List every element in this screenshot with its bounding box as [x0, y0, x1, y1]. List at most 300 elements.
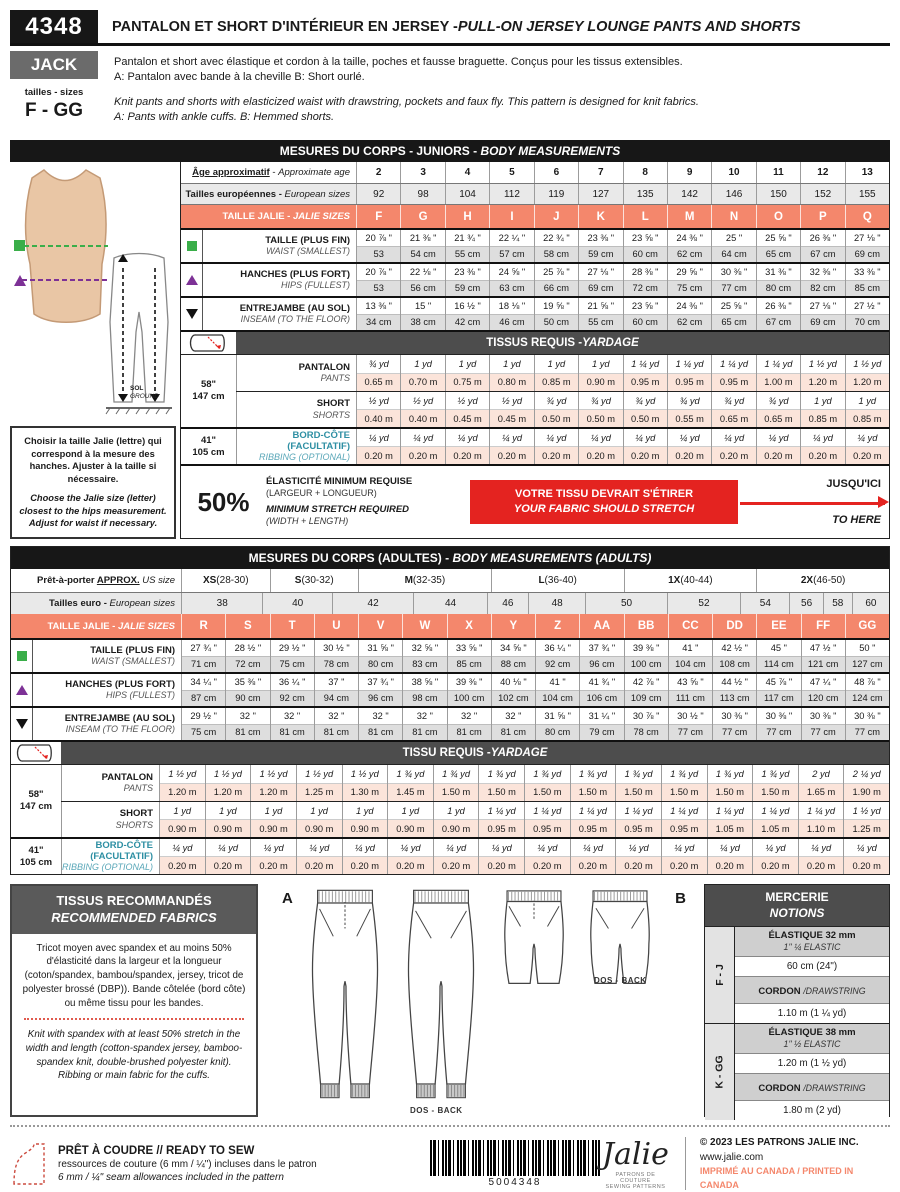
- stretch-requirement: 50% ÉLASTICITÉ MINIMUM REQUISE (LARGEUR + LONGUEUR) MINIMUM STRETCH REQUIRED (WIDTH + LENGTH) VOTRE TISSU DEVRAIT S'ÉTIRER YOUR FABRIC SHOULD STRETCH JUSQU'ICI TO HERE: [181, 464, 889, 538]
- jalie-size-cell: Z: [535, 614, 579, 638]
- jalie-size-cell: CC: [668, 614, 712, 638]
- adults-pants-yardage: PANTALON PANTS 1 ½ yd 1.20 m 1 ½ yd 1.20 m 1 ½ yd 1.20 m 1 ½ yd 1.25 m 1 ½ yd 1.30 m 1 ¾ yd 1.45 m 1 ¾ yd 1.50 m 1 ¾ yd 1.50 m 1 ¾ yd 1.50 m 1 ¾ yd 1.50 m 1 ¾ yd 1.50 m 1 ¾ yd 1.50 m 1 ¾ yd 1.50 m 1 ¾ yd 1.50 m 2 yd 1.65 m 2 ¼ yd 1.90 m: [61, 765, 889, 801]
- seam-allowance-fr: ressources de couture (6 mm / ¼") incluses dans le patron: [58, 1158, 317, 1170]
- juniors-tables: [180, 162, 890, 539]
- euro-size-cell: 146: [711, 184, 755, 204]
- yardage-cell: 1 ½ yd 1.20 m: [800, 355, 844, 391]
- yardage-cell: ½ yd 0.45 m: [445, 392, 489, 427]
- header-info: [10, 46, 890, 140]
- juniors-hips-row: HANCHES (PLUS FORT) HIPS (FULLEST) 20 ⅞ " 53 22 ⅛ " 56 cm 23 ⅜ " 59 cm 24 ⅝ " 63 cm 25 ⅞ " 66 cm 27 ⅛ " 69 cm 28 ⅜ " 72 cm 29 ⅝ " 75 cm 30 ⅜ " 77 cm 31 ⅜ " 80 cm 32 ⅜ " 82 cm 33 ⅜ " 85 cm: [181, 262, 889, 296]
- measure-cell: 27 ⅛ " 69 cm: [800, 298, 844, 330]
- adults-ribbing-yardage: BORD-CÔTE (FACULTATIF) RIBBING (OPTIONAL) ¼ yd 0.20 m ¼ yd 0.20 m ¼ yd 0.20 m ¼ yd 0.20 m ¼ yd 0.20 m ¼ yd 0.20 m ¼ yd 0.20 m ¼ yd 0.20 m ¼ yd 0.20 m ¼ yd 0.20 m ¼ yd 0.20 m ¼ yd 0.20 m ¼ yd 0.20 m ¼ yd 0.20 m ¼ yd 0.20 m ¼ yd 0.20 m: [61, 839, 889, 874]
- yardage-cell: 1 yd 0.80 m: [489, 355, 533, 391]
- yardage-cell: 1 ¼ yd 1.10 m: [798, 802, 844, 837]
- yardage-cell: 1 ¼ yd 1.05 m: [707, 802, 753, 837]
- measure-cell: 13 ⅜ " 34 cm: [356, 298, 400, 330]
- measure-cell: 30 ½ " 77 cm: [668, 708, 712, 740]
- stretch-gauge-box: VOTRE TISSU DEVRAIT S'ÉTIRER YOUR FABRIC SHOULD STRETCH: [470, 480, 738, 524]
- yardage-cell: 1 ¼ yd 0.95 m: [478, 802, 524, 837]
- measure-cell: 28 ⅜ " 72 cm: [623, 264, 667, 296]
- yardage-cell: 1 yd 0.90 m: [159, 802, 205, 837]
- yardage-cell: ¼ yd 0.20 m: [711, 429, 755, 464]
- yardage-cell: ¼ yd 0.20 m: [400, 429, 444, 464]
- yardage-cell: ¼ yd 0.20 m: [387, 839, 433, 874]
- measure-cell: 36 ¼ " 92 cm: [535, 640, 579, 672]
- description: [98, 46, 890, 140]
- fabric-roll-icon: [15, 743, 57, 763]
- pants-back-caption: DOS - BACK: [410, 1106, 463, 1115]
- measure-cell: 21 ⅝ " 55 cm: [578, 298, 622, 330]
- sizes-label: tailles - sizes: [24, 87, 84, 98]
- measure-cell: 32 " 81 cm: [225, 708, 269, 740]
- yardage-cell: 1 ¾ yd 1.50 m: [707, 765, 753, 801]
- measure-cell: 20 ⅞ " 53: [356, 230, 400, 262]
- fabrics-text-en: Knit with spandex with at least 50% stretch in the width and length (cotton-spandex jersey, bamboo-spandex knit, double-brushed polyester knit). Ribbing or main fabric for the cuffs.: [25, 1029, 243, 1082]
- size-note-fr: Choisir la taille Jalie (lettre) qui correspond à la mesure des hanches. Ajuster à la taille si nécessaire.: [24, 436, 162, 484]
- yardage-cell: ¼ yd 0.20 m: [205, 839, 251, 874]
- jalie-size-cell: W: [402, 614, 446, 638]
- age-cell: 4: [445, 162, 489, 183]
- adults-waist-row: TAILLE (PLUS FIN) WAIST (SMALLEST) 27 ¾ " 71 cm 28 ½ " 72 cm 29 ½ " 75 cm 30 ½ " 78 cm 31 ⅝ " 80 cm 32 ⅝ " 83 cm 33 ⅝ " 85 cm 34 ⅝ " 88 cm 36 ¼ " 92 cm 37 ¾ " 96 cm 39 ⅜ " 100 cm 41 " 104 cm 42 ½ " 108 cm 45 " 114 cm 47 ½ " 121 cm 50 " 127 cm: [11, 638, 889, 672]
- model-block: [10, 46, 98, 140]
- age-cell: 6: [534, 162, 578, 183]
- body-measurement-figure: [10, 162, 176, 420]
- sol-label: SOL: [130, 385, 144, 392]
- measure-cell: 42 ⅞ " 109 cm: [624, 674, 668, 706]
- age-cell: 10: [711, 162, 755, 183]
- yardage-cell: ¼ yd 0.20 m: [845, 429, 889, 464]
- yardage-cell: 1 yd 0.70 m: [400, 355, 444, 391]
- jalie-size-cell: U: [314, 614, 358, 638]
- yardage-cell: ½ yd 0.40 m: [400, 392, 444, 427]
- juniors-inseam-row: ENTREJAMBE (AU SOL) INSEAM (TO THE FLOOR) 13 ⅜ " 34 cm 15 " 38 cm 16 ½ " 42 cm 18 ⅛ " 46 cm 19 ⅝ " 50 cm 21 ⅝ " 55 cm 23 ⅝ " 60 cm 24 ⅜ " 62 cm 25 ⅝ " 65 cm 26 ⅜ " 67 cm 27 ⅛ " 69 cm 27 ½ " 70 cm: [181, 296, 889, 330]
- measure-cell: 40 ⅛ " 102 cm: [491, 674, 535, 706]
- barcode-bars: [430, 1140, 600, 1176]
- yardage-cell: ¼ yd 0.20 m: [752, 839, 798, 874]
- bottom-section: [10, 884, 890, 1117]
- age-cells: [356, 162, 889, 183]
- waist-marker-icon: [17, 651, 27, 661]
- measure-cell: 32 " 81 cm: [402, 708, 446, 740]
- jalie-size-cell: Q: [845, 205, 889, 228]
- elastic-length: 1.20 m (1 ½ yd): [735, 1054, 889, 1074]
- measure-cell: 30 ⅜ " 77 cm: [756, 708, 800, 740]
- measure-cell: 25 ⅝ " 65 cm: [711, 298, 755, 330]
- desc-fr-2: A: Pantalon avec bande à la cheville B: Short ourlé.: [114, 70, 365, 83]
- jalie-size-cell: F: [356, 205, 400, 228]
- stretch-arrow: [740, 502, 885, 505]
- yardage-cell: ¼ yd 0.20 m: [661, 839, 707, 874]
- age-cell: 2: [356, 162, 400, 183]
- yardage-cell: ¼ yd 0.20 m: [843, 839, 889, 874]
- measure-cell: 26 ⅜ " 67 cm: [756, 298, 800, 330]
- euro-size-cell: 112: [489, 184, 533, 204]
- yardage-cell: 1 ½ yd 1.20 m: [205, 765, 251, 801]
- logo-tagline-en: SEWING PATTERNS: [605, 1184, 666, 1190]
- euro-size-cell: 142: [667, 184, 711, 204]
- yardage-cell: 1 ¼ yd 0.95 m: [667, 355, 711, 391]
- adults-section-title: MESURES DU CORPS (ADULTES) - BODY MEASUREMENTS (ADULTS): [11, 547, 889, 569]
- view-b-label: B: [675, 890, 686, 907]
- jalie-size-cell: S: [225, 614, 269, 638]
- measure-cell: 32 ⅝ " 83 cm: [402, 640, 446, 672]
- yardage-cell: ¼ yd 0.20 m: [342, 839, 388, 874]
- yardage-cell: 1 ½ yd 1.20 m: [250, 765, 296, 801]
- size-group-label: K - GG: [713, 1055, 726, 1089]
- yardage-cell: 1 ¼ yd 0.95 m: [623, 355, 667, 391]
- us-size-cell: 2X (46-50): [756, 569, 889, 592]
- measure-cell: 31 ⅝ " 80 cm: [358, 640, 402, 672]
- age-cell: 9: [667, 162, 711, 183]
- measure-cell: 29 ⅝ " 75 cm: [667, 264, 711, 296]
- measure-cell: 43 ⅝ " 111 cm: [668, 674, 712, 706]
- euro-size-cell: 54: [740, 593, 789, 614]
- age-row: Âge approximatif - Approximate age 2 3 4 5 6 7 8 9 10 11 12 13: [181, 162, 889, 184]
- yardage-cell: ¼ yd 0.20 m: [433, 839, 479, 874]
- measure-cell: 37 ¾ " 96 cm: [579, 640, 623, 672]
- euro-label-fr: Tailles européennes -: [185, 188, 285, 200]
- divider: [24, 1018, 244, 1020]
- euro-label-en: European sizes: [284, 188, 350, 200]
- measure-cell: 21 ⅜ " 54 cm: [400, 230, 444, 262]
- measure-cell: 18 ⅛ " 46 cm: [489, 298, 533, 330]
- yardage-cell: 1 ¼ yd 0.95 m: [711, 355, 755, 391]
- yardage-cell: ¼ yd 0.20 m: [578, 429, 622, 464]
- measure-cell: 31 ⅝ " 80 cm: [535, 708, 579, 740]
- stretch-gauge-target: JUSQU'ICI TO HERE: [740, 476, 889, 528]
- measure-cell: 41 " 104 cm: [535, 674, 579, 706]
- yardage-cell: ¾ yd 0.55 m: [667, 392, 711, 427]
- jalie-size-cell: G: [400, 205, 444, 228]
- recommended-fabrics-box: [10, 884, 258, 1117]
- adults-us-size-row: Prêt-à-porter APPROX. US size XS (28-30) S (30-32) M (32-35) L (36-40) 1X (40-44) 2X (46-50): [11, 569, 889, 593]
- yardage-cell: 1 ¼ yd 1.05 m: [752, 802, 798, 837]
- yardage-cell: 2 ¼ yd 1.90 m: [843, 765, 889, 801]
- notions-title-fr: MERCERIE: [765, 890, 829, 904]
- ground-label: GROUND: [130, 393, 159, 400]
- measure-cell: 29 ½ " 75 cm: [181, 708, 225, 740]
- euro-size-cell: 135: [623, 184, 667, 204]
- yardage-cell: 1 ¾ yd 1.50 m: [570, 765, 616, 801]
- measure-cell: 23 ⅜ " 59 cm: [445, 264, 489, 296]
- measure-cell: 32 " 81 cm: [447, 708, 491, 740]
- measure-cell: 44 ½ " 113 cm: [712, 674, 756, 706]
- adults-section: [10, 546, 890, 875]
- size-group-label: F - J: [713, 964, 726, 986]
- jalie-size-cell: R: [181, 614, 225, 638]
- jalie-size-cell: L: [623, 205, 667, 228]
- pattern-piece-icon: [10, 1142, 48, 1186]
- measure-cell: 30 ⅜ " 77 cm: [845, 708, 889, 740]
- measure-cell: 25 ⅝ " 65 cm: [756, 230, 800, 262]
- jalie-size-cell: EE: [756, 614, 800, 638]
- yardage-cell: ¼ yd 0.20 m: [707, 839, 753, 874]
- yardage-cell: 1 ½ yd 1.25 m: [843, 802, 889, 837]
- adults-hips-row: HANCHES (PLUS FORT) HIPS (FULLEST) 34 ¼ " 87 cm 35 ⅜ " 90 cm 36 ¼ " 92 cm 37 " 94 cm 37 ¾ " 96 cm 38 ⅝ " 98 cm 39 ⅜ " 100 cm 40 ⅛ " 102 cm 41 " 104 cm 41 ¾ " 106 cm 42 ⅞ " 109 cm 43 ⅝ " 111 cm 44 ½ " 113 cm 45 ⅞ " 117 cm 47 ¼ " 120 cm 48 ⅞ " 124 cm: [11, 672, 889, 706]
- measure-cell: 47 ½ " 121 cm: [801, 640, 845, 672]
- copyright: © 2023 LES PATRONS JALIE INC.: [699, 1137, 859, 1148]
- stretch-percent: 50%: [197, 486, 250, 517]
- yardage-cell: ¼ yd 0.20 m: [445, 429, 489, 464]
- yardage-cell: ¼ yd 0.20 m: [159, 839, 205, 874]
- measure-cell: 25 ⅞ " 66 cm: [534, 264, 578, 296]
- measure-cell: 22 ⅛ " 56 cm: [400, 264, 444, 296]
- measure-cell: 37 ¾ " 96 cm: [358, 674, 402, 706]
- jalie-size-cell: Y: [491, 614, 535, 638]
- adults-yardage-bar: TISSU REQUIS - YARDAGE: [11, 740, 889, 764]
- us-size-cell: XS (28-30): [181, 569, 270, 592]
- euro-size-cell: 127: [578, 184, 622, 204]
- fabric-width-41: 41" 105 cm: [192, 434, 225, 458]
- euro-size-cell: 150: [756, 184, 800, 204]
- header: [10, 10, 890, 46]
- measure-cell: 36 ¼ " 92 cm: [270, 674, 314, 706]
- age-cell: 8: [623, 162, 667, 183]
- measure-cell: 25 " 64 cm: [711, 230, 755, 262]
- yardage-cell: ½ yd 0.45 m: [489, 392, 533, 427]
- yardage-cell: 1 yd 0.90 m: [250, 802, 296, 837]
- yardage-cell: ¼ yd 0.20 m: [800, 429, 844, 464]
- jalie-size-cell: GG: [845, 614, 889, 638]
- waist-marker-icon: [187, 241, 197, 251]
- measure-cell: 32 " 81 cm: [491, 708, 535, 740]
- adults-euro-row: Tailles euro - European sizes 38 40 42 44 46 48 50 52 54 56 58 60: [11, 593, 889, 614]
- yardage-cell: ¼ yd 0.20 m: [570, 839, 616, 874]
- juniors-section-title: MESURES DU CORPS - JUNIORS - BODY MEASUREMENTS: [10, 140, 890, 162]
- euro-size-cell: 38: [181, 593, 262, 614]
- euro-size-cell: 104: [445, 184, 489, 204]
- title-fr: PANTALON ET SHORT D'INTÉRIEUR EN JERSEY -: [112, 18, 458, 35]
- yardage-cell: 1 ¼ yd 1.00 m: [756, 355, 800, 391]
- size-selection-note: [10, 426, 176, 539]
- measure-cell: 30 ⅜ " 77 cm: [711, 264, 755, 296]
- adults-inseam-row: ENTREJAMBE (AU SOL) INSEAM (TO THE FLOOR) 29 ½ " 75 cm 32 " 81 cm 32 " 81 cm 32 " 81 cm 32 " 81 cm 32 " 81 cm 32 " 81 cm 32 " 81 cm 31 ⅝ " 80 cm 31 ¼ " 79 cm 30 ⅞ " 78 cm 30 ½ " 77 cm 30 ⅜ " 77 cm 30 ⅜ " 77 cm 30 ⅜ " 77 cm 30 ⅜ " 77 cm: [11, 706, 889, 740]
- measure-cell: 24 ⅝ " 63 cm: [489, 264, 533, 296]
- measure-cell: 27 ⅛ " 69 cm: [578, 264, 622, 296]
- yardage-cell: 1 yd 0.90 m: [433, 802, 479, 837]
- measure-cell: 37 " 94 cm: [314, 674, 358, 706]
- yardage-cell: 1 ¾ yd 1.50 m: [478, 765, 524, 801]
- jalie-size-cell: FF: [801, 614, 845, 638]
- fabric-width-58: 58" 147 cm: [192, 379, 225, 402]
- euro-size-cell: 155: [845, 184, 889, 204]
- view-a-label: A: [282, 890, 293, 907]
- measure-cell: 30 ⅜ " 77 cm: [801, 708, 845, 740]
- jalie-size-cell: N: [711, 205, 755, 228]
- age-cell: 12: [800, 162, 844, 183]
- yardage-cell: 1 yd 0.85 m: [800, 392, 844, 427]
- measure-cell: 22 ¼ " 57 cm: [489, 230, 533, 262]
- measure-cell: 31 ¼ " 79 cm: [579, 708, 623, 740]
- measure-cell: 27 ½ " 70 cm: [845, 298, 889, 330]
- age-cell: 7: [578, 162, 622, 183]
- measure-cell: 30 ⅞ " 78 cm: [624, 708, 668, 740]
- yardage-cell: 1 ½ yd 1.20 m: [845, 355, 889, 391]
- size-note-en: Choose the Jalie size (letter) closest to the hips measurement. Adjust for waist if necessary.: [19, 493, 167, 529]
- yardage-cell: ¼ yd 0.20 m: [356, 429, 400, 464]
- yardage-cell: 1 yd 0.90 m: [342, 802, 388, 837]
- yardage-cell: 1 yd 0.90 m: [387, 802, 433, 837]
- fabrics-title-en: RECOMMENDED FABRICS: [51, 909, 217, 925]
- measure-cell: 27 ⅛ " 69 cm: [845, 230, 889, 262]
- measure-cell: 45 ⅞ " 117 cm: [756, 674, 800, 706]
- jalie-size-cell: T: [270, 614, 314, 638]
- inseam-marker-icon: [186, 309, 198, 319]
- juniors-left-column: [10, 162, 180, 539]
- age-label-en: Approximate age: [278, 167, 350, 178]
- juniors-ribbing-yardage: BORD-CÔTE (FACULTATIF) RIBBING (OPTIONAL) ¼ yd 0.20 m ¼ yd 0.20 m ¼ yd 0.20 m ¼ yd 0.20 m ¼ yd 0.20 m ¼ yd 0.20 m ¼ yd 0.20 m ¼ yd 0.20 m ¼ yd 0.20 m ¼ yd 0.20 m ¼ yd 0.20 m ¼ yd 0.20 m: [236, 429, 889, 464]
- euro-size-cell: 46: [487, 593, 528, 614]
- seam-allowance-en: 6 mm / ¼" seam allowances included in the pattern: [58, 1171, 284, 1183]
- yardage-cell: ¼ yd 0.20 m: [489, 429, 533, 464]
- juniors-jalie-row: TAILLE JALIE - JALIE SIZES F G H I J K L M N O P Q: [181, 205, 889, 228]
- website-link[interactable]: www.jalie.com: [699, 1152, 764, 1163]
- jalie-size-cell: BB: [624, 614, 668, 638]
- drawstring-length: 1.10 m (1 ¼ yd): [735, 1004, 889, 1023]
- yardage-cell: ¼ yd 0.20 m: [623, 429, 667, 464]
- page-title: [98, 10, 890, 43]
- desc-en-1: Knit pants and shorts with elasticized waist with drawstring, pockets and faux fly. This pattern is designed for knit fabrics.: [114, 95, 699, 108]
- measure-cell: 32 ⅜ " 82 cm: [800, 264, 844, 296]
- fabric-width-41: 41" 105 cm: [19, 844, 53, 868]
- age-cell: 11: [756, 162, 800, 183]
- desc-fr-1: Pantalon et short avec élastique et cordon à la taille, poches et fausse braguette. Conçus pour les tissus extensibles.: [114, 56, 683, 68]
- measure-cell: 34 ⅝ " 88 cm: [491, 640, 535, 672]
- yardage-cell: 2 yd 1.65 m: [798, 765, 844, 801]
- jalie-size-cell: I: [489, 205, 533, 228]
- measure-cell: 45 " 114 cm: [756, 640, 800, 672]
- measure-cell: 30 ½ " 78 cm: [314, 640, 358, 672]
- yardage-cell: ½ yd 0.40 m: [356, 392, 400, 427]
- yardage-cell: ¼ yd 0.20 m: [296, 839, 342, 874]
- footer: [10, 1125, 890, 1192]
- yardage-cell: 1 ¾ yd 1.50 m: [524, 765, 570, 801]
- barcode: [430, 1140, 600, 1188]
- jalie-size-cell: O: [756, 205, 800, 228]
- measure-cell: 22 ¾ " 58 cm: [534, 230, 578, 262]
- juniors-waist-row: TAILLE (PLUS FIN) WAIST (SMALLEST) 20 ⅞ " 53 21 ⅜ " 54 cm 21 ¾ " 55 cm 22 ¼ " 57 cm 22 ¾ " 58 cm 23 ⅜ " 59 cm 23 ⅝ " 60 cm 24 ⅜ " 62 cm 25 " 64 cm 25 ⅝ " 65 cm 26 ⅜ " 67 cm 27 ⅛ " 69 cm: [181, 228, 889, 262]
- measure-cell: 23 ⅝ " 60 cm: [623, 230, 667, 262]
- juniors-yardage-bar: TISSUS REQUIS - YARDAGE: [181, 330, 889, 354]
- hips-marker-icon: [16, 685, 28, 695]
- us-size-cell: 1X (40-44): [624, 569, 757, 592]
- yardage-cell: ¼ yd 0.20 m: [478, 839, 524, 874]
- euro-size-cell: 152: [800, 184, 844, 204]
- measure-cell: 39 ⅜ " 100 cm: [447, 674, 491, 706]
- measure-cell: 34 ¼ " 87 cm: [181, 674, 225, 706]
- title-en: PULL-ON JERSEY LOUNGE PANTS AND SHORTS: [457, 18, 801, 35]
- measure-cell: 29 ½ " 75 cm: [270, 640, 314, 672]
- euro-size-cell: 42: [332, 593, 413, 614]
- yardage-cell: 1 ¾ yd 1.45 m: [387, 765, 433, 801]
- measure-cell: 33 ⅝ " 85 cm: [447, 640, 491, 672]
- size-range: F - GG: [24, 100, 84, 121]
- logo-tagline-fr: PATRONS DE COUTURE: [615, 1172, 656, 1184]
- model-name: JACK: [10, 51, 98, 79]
- yardage-cell: ¼ yd 0.20 m: [524, 839, 570, 874]
- hips-marker-icon: [186, 275, 198, 285]
- age-label-fr: Âge approximatif: [192, 167, 270, 178]
- yardage-cell: 1 ¾ yd 1.50 m: [752, 765, 798, 801]
- measure-cell: 32 " 81 cm: [314, 708, 358, 740]
- measure-cell: 23 ⅜ " 59 cm: [578, 230, 622, 262]
- euro-size-cell: 60: [852, 593, 889, 614]
- fabric-width-58: 58" 147 cm: [19, 789, 53, 812]
- yardage-cell: ¼ yd 0.20 m: [534, 429, 578, 464]
- adults-jalie-row: TAILLE JALIE - JALIE SIZES R S T U V W X Y Z AA BB CC DD EE FF GG: [11, 614, 889, 638]
- adults-jalie-cells: [181, 614, 889, 638]
- jalie-size-cell: M: [667, 205, 711, 228]
- us-size-cell: M (32-35): [358, 569, 491, 592]
- measure-cell: 27 ¾ " 71 cm: [181, 640, 225, 672]
- euro-size-cell: 50: [585, 593, 666, 614]
- measure-cell: 47 ¼ " 120 cm: [801, 674, 845, 706]
- euro-size-cell: 98: [400, 184, 444, 204]
- juniors-pants-yardage: PANTALON PANTS ¾ yd 0.65 m 1 yd 0.70 m 1 yd 0.75 m 1 yd 0.80 m 1 yd 0.85 m 1 yd 0.90 m 1 ¼ yd 0.95 m 1 ¼ yd 0.95 m 1 ¼ yd 0.95 m 1 ¼ yd 1.00 m 1 ½ yd 1.20 m 1 ½ yd 1.20 m: [236, 355, 889, 391]
- ready-to-sew-label: PRÊT À COUDRE // READY TO SEW: [58, 1144, 255, 1157]
- jalie-logo: Jalie: [602, 1137, 669, 1172]
- yardage-cell: 1 ½ yd 1.25 m: [296, 765, 342, 801]
- yardage-cell: ¾ yd 0.50 m: [534, 392, 578, 427]
- yardage-cell: 1 yd 0.90 m: [578, 355, 622, 391]
- fabrics-title-fr: TISSUS RECOMMANDÉS: [56, 893, 212, 908]
- yardage-cell: ¼ yd 0.20 m: [250, 839, 296, 874]
- euro-size-cells: [356, 184, 889, 204]
- juniors-shorts-yardage: SHORT SHORTS ½ yd 0.40 m ½ yd 0.40 m ½ yd 0.45 m ½ yd 0.45 m ¾ yd 0.50 m ¾ yd 0.50 m ¾ yd 0.50 m ¾ yd 0.55 m ¾ yd 0.65 m ¾ yd 0.65 m 1 yd 0.85 m 1 yd 0.85 m: [236, 391, 889, 427]
- shorts-back-caption: DOS - BACK: [594, 976, 647, 985]
- jalie-size-cell: H: [445, 205, 489, 228]
- yardage-cell: ¼ yd 0.20 m: [756, 429, 800, 464]
- euro-size-cell: 119: [534, 184, 578, 204]
- yardage-cell: ¼ yd 0.20 m: [615, 839, 661, 874]
- yardage-cell: 1 yd 0.90 m: [296, 802, 342, 837]
- measure-cell: 15 " 38 cm: [400, 298, 444, 330]
- jalie-size-cell: J: [534, 205, 578, 228]
- us-size-cell: S (30-32): [270, 569, 359, 592]
- notions-group-kgg: K - GG ÉLASTIQUE 38 mm 1" ½ ELASTIC 1.20 m (1 ½ yd) CORDON /DRAWSTRING 1.80 m (2 yd): [705, 1023, 889, 1120]
- yardage-cell: ¼ yd 0.20 m: [798, 839, 844, 874]
- measure-cell: 31 ⅜ " 80 cm: [756, 264, 800, 296]
- euro-size-cell: 40: [262, 593, 331, 614]
- measure-cell: 35 ⅜ " 90 cm: [225, 674, 269, 706]
- euro-size-cell: 44: [413, 593, 486, 614]
- yardage-cell: 1 ¼ yd 0.95 m: [524, 802, 570, 837]
- measure-cell: 38 ⅝ " 98 cm: [402, 674, 446, 706]
- shorts-front-drawing: [494, 888, 574, 992]
- yardage-cell: ¾ yd 0.65 m: [756, 392, 800, 427]
- measure-cell: 32 " 81 cm: [358, 708, 402, 740]
- jalie-size-cell: P: [800, 205, 844, 228]
- stretch-arrow-head: [878, 496, 889, 508]
- measure-cell: 48 ⅞ " 124 cm: [845, 674, 889, 706]
- yardage-cell: 1 yd 0.85 m: [845, 392, 889, 427]
- desc-en-2: A: Pants with ankle cuffs. B: Hemmed shorts.: [114, 110, 335, 123]
- yardage-cell: 1 ¾ yd 1.50 m: [661, 765, 707, 801]
- yardage-cell: ¾ yd 0.65 m: [356, 355, 400, 391]
- adults-euro-cells: [181, 593, 889, 614]
- yardage-cell: 1 yd 0.75 m: [445, 355, 489, 391]
- measure-cell: 50 " 127 cm: [845, 640, 889, 672]
- euro-size-cell: 52: [667, 593, 740, 614]
- yardage-cell: 1 ½ yd 1.30 m: [342, 765, 388, 801]
- yardage-cell: ¾ yd 0.50 m: [623, 392, 667, 427]
- jalie-size-cells: [356, 205, 889, 228]
- yardage-cell: 1 ¼ yd 0.95 m: [570, 802, 616, 837]
- yardage-cell: ¾ yd 0.65 m: [711, 392, 755, 427]
- inseam-marker-icon: [16, 719, 28, 729]
- euro-size-cell: 58: [823, 593, 852, 614]
- measure-cell: 41 ¾ " 106 cm: [579, 674, 623, 706]
